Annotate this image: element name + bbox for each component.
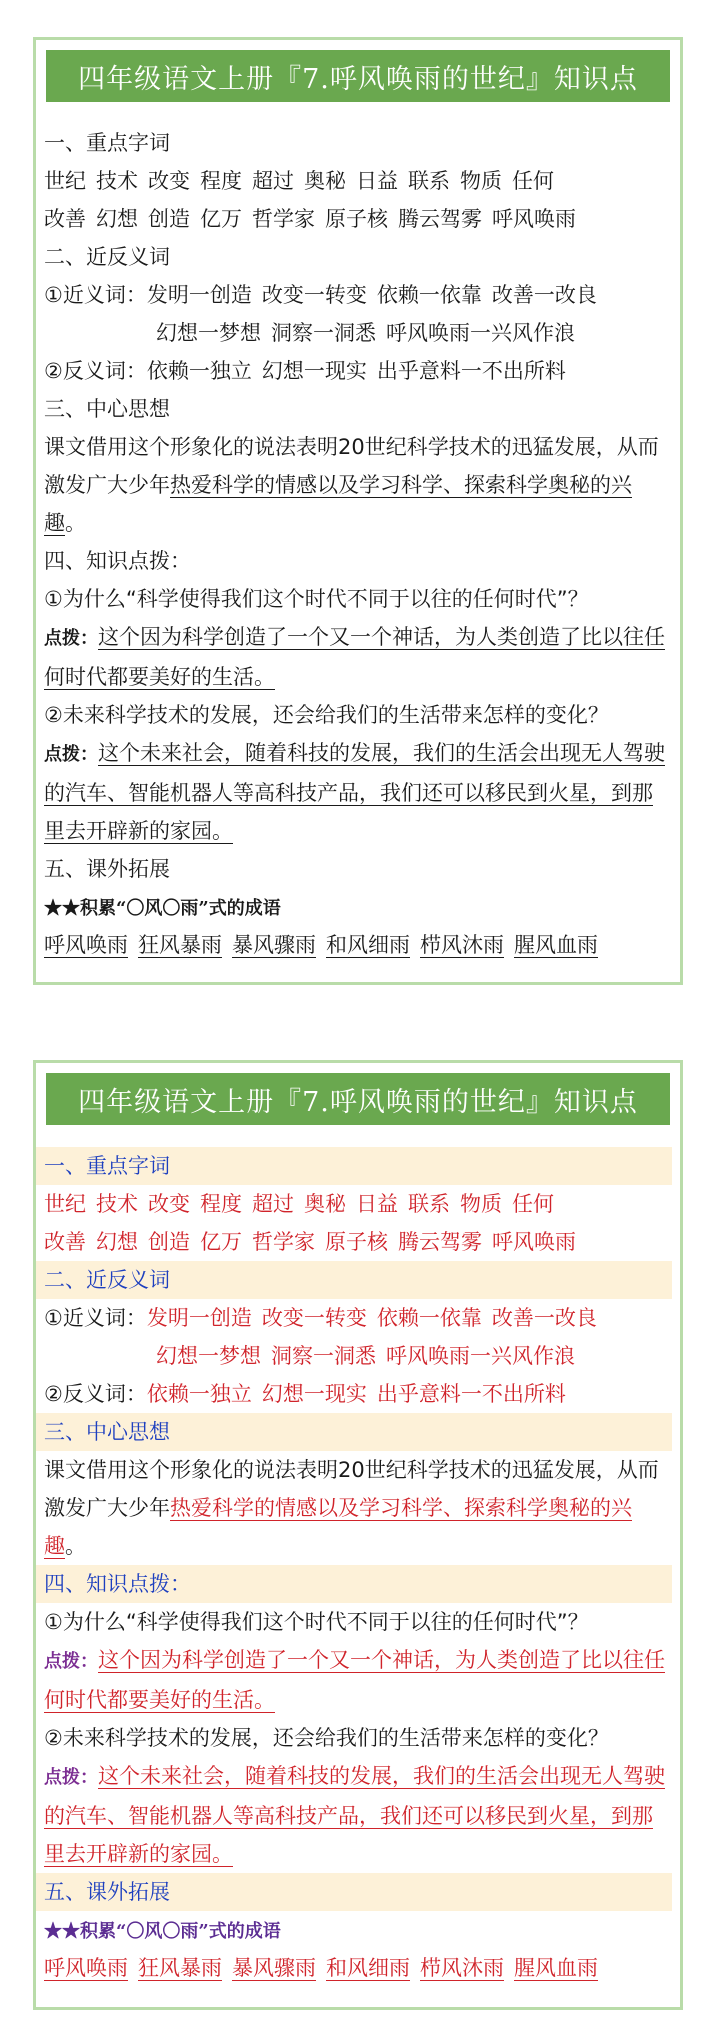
idiom: 呼风唤雨 xyxy=(44,1956,128,1980)
word-pair: 洞察一洞悉 xyxy=(271,1344,376,1368)
idiom: 暴风骤雨 xyxy=(232,933,316,957)
word: 世纪 xyxy=(44,169,86,193)
word: 哲学家 xyxy=(252,207,315,231)
word: 改善 xyxy=(44,1230,86,1254)
tip-label: 点拨： xyxy=(44,1767,98,1788)
idiom: 和风细雨 xyxy=(326,933,410,957)
word: 奥秘 xyxy=(304,169,346,193)
word: 日益 xyxy=(356,169,398,193)
answer-1 xyxy=(36,618,680,696)
word: 世纪 xyxy=(44,1192,86,1216)
word: 腾云驾雾 xyxy=(398,207,482,231)
word: 改变 xyxy=(148,1192,190,1216)
synonym-row-2 xyxy=(36,314,680,352)
word: 技术 xyxy=(96,1192,138,1216)
question-1: ①为什么“科学使得我们这个时代不同于以往的任何时代”？ xyxy=(44,587,589,611)
answer-text: 这个因为科学创造了一个又一个神话，为人类创造了比以往任何时代都要美好的生活。 xyxy=(44,1648,665,1712)
word-pair: 依赖一独立 xyxy=(146,359,252,383)
word: 程度 xyxy=(200,169,242,193)
answer-2 xyxy=(36,1757,680,1873)
section-heading: 五、课外拓展 xyxy=(36,1873,672,1911)
theme-paragraph xyxy=(36,428,680,542)
word: 呼风唤雨 xyxy=(492,1230,576,1254)
word-pair: 改变一转变 xyxy=(261,1306,367,1330)
antonym-label: ②反义词： xyxy=(44,1382,147,1406)
word: 物质 xyxy=(460,169,502,193)
word-pair: 依赖一独立 xyxy=(146,1382,252,1406)
tip-label: 点拨： xyxy=(44,1651,98,1672)
word: 超过 xyxy=(252,169,294,193)
word: 任何 xyxy=(512,1192,554,1216)
synonym-label: ①近义词： xyxy=(44,1306,147,1330)
word: 改善 xyxy=(44,207,86,231)
theme-highlight: 热爱科学的情感以及学习科学、探索科学奥秘的兴趣 xyxy=(44,473,632,535)
word-row-2 xyxy=(36,1223,680,1261)
idiom-heading-text: 积累“〇风〇雨”式的成语 xyxy=(80,1921,281,1942)
word: 哲学家 xyxy=(252,1230,315,1254)
section-heading: 二、近反义词 xyxy=(44,245,170,269)
word-row-1 xyxy=(36,162,680,200)
answer-text: 这个未来社会，随着科技的发展，我们的生活会出现无人驾驶的汽车、智能机器人等高科技产品，我们还可以移民到火星，到那里去开辟新的家园。 xyxy=(44,1764,665,1866)
answer-text: 这个未来社会，随着科技的发展，我们的生活会出现无人驾驶的汽车、智能机器人等高科技产品，我们还可以移民到火星，到那里去开辟新的家园。 xyxy=(44,741,665,843)
theme-text: 课文借用这个形象化的说法表明20世纪科学技术的迅猛发展，从而激发广大少年 xyxy=(44,435,659,497)
section-heading: 四、知识点拨： xyxy=(36,1565,672,1603)
word-pair: 发明一创造 xyxy=(146,283,252,307)
synonym-row-2 xyxy=(36,1337,680,1375)
word-pair: 洞察一洞悉 xyxy=(271,321,376,345)
star-icon: ★★ xyxy=(44,1921,80,1942)
plain-card xyxy=(33,37,683,985)
answer-2 xyxy=(36,734,680,850)
question-1: ①为什么“科学使得我们这个时代不同于以往的任何时代”？ xyxy=(44,1610,589,1634)
word-pair: 幻想一现实 xyxy=(261,1382,367,1406)
theme-end: 。 xyxy=(65,1534,86,1558)
star-icon: ★★ xyxy=(44,898,80,919)
question-2: ②未来科学技术的发展，还会给我们的生活带来怎样的变化？ xyxy=(44,1726,609,1750)
word-pair: 幻想一梦想 xyxy=(156,1344,261,1368)
antonym-row xyxy=(36,1375,680,1413)
word-pair: 幻想一现实 xyxy=(261,359,367,383)
word-pair: 呼风唤雨一兴风作浪 xyxy=(386,321,575,345)
word-pair: 依赖一依靠 xyxy=(376,283,482,307)
word: 幻想 xyxy=(96,207,138,231)
antonym-label: ②反义词： xyxy=(44,359,147,383)
word-pair: 改善一改良 xyxy=(491,283,597,307)
word: 物质 xyxy=(460,1192,502,1216)
colored-card xyxy=(33,1060,683,2010)
word: 创造 xyxy=(148,207,190,231)
word-pair: 改变一转变 xyxy=(261,283,367,307)
word: 亿万 xyxy=(200,207,242,231)
word-pair: 改善一改良 xyxy=(491,1306,597,1330)
word: 亿万 xyxy=(200,1230,242,1254)
word-pair: 依赖一依靠 xyxy=(376,1306,482,1330)
theme-end: 。 xyxy=(65,511,86,535)
card-title: 四年级语文上册『7.呼风唤雨的世纪』知识点 xyxy=(46,1073,670,1125)
word: 日益 xyxy=(356,1192,398,1216)
word: 联系 xyxy=(408,169,450,193)
word: 幻想 xyxy=(96,1230,138,1254)
word: 程度 xyxy=(200,1192,242,1216)
section-heading: 五、课外拓展 xyxy=(44,857,170,881)
question-2: ②未来科学技术的发展，还会给我们的生活带来怎样的变化？ xyxy=(44,703,609,727)
theme-text: 课文借用这个形象化的说法表明20世纪科学技术的迅猛发展，从而激发广大少年 xyxy=(44,1458,659,1520)
idiom-row xyxy=(36,1949,680,1987)
word: 呼风唤雨 xyxy=(492,207,576,231)
idiom: 栉风沐雨 xyxy=(420,933,504,957)
synonym-label: ①近义词： xyxy=(44,283,147,307)
idiom-heading xyxy=(36,1911,680,1949)
antonym-row xyxy=(36,352,680,390)
word: 技术 xyxy=(96,169,138,193)
idiom: 腥风血雨 xyxy=(514,1956,598,1980)
tip-label: 点拨： xyxy=(44,744,98,765)
word-pair: 呼风唤雨一兴风作浪 xyxy=(386,1344,575,1368)
answer-text: 这个因为科学创造了一个又一个神话，为人类创造了比以往任何时代都要美好的生活。 xyxy=(44,625,665,689)
word-pair: 发明一创造 xyxy=(146,1306,252,1330)
idiom-row xyxy=(36,926,680,964)
word: 改变 xyxy=(148,169,190,193)
section-heading: 三、中心思想 xyxy=(36,1413,672,1451)
card-title: 四年级语文上册『7.呼风唤雨的世纪』知识点 xyxy=(46,50,670,102)
word: 腾云驾雾 xyxy=(398,1230,482,1254)
word: 原子核 xyxy=(325,207,388,231)
synonym-row xyxy=(36,1299,680,1337)
word-row-2 xyxy=(36,200,680,238)
word: 创造 xyxy=(148,1230,190,1254)
idiom: 腥风血雨 xyxy=(514,933,598,957)
section-heading: 一、重点字词 xyxy=(36,1147,672,1185)
section-heading: 三、中心思想 xyxy=(44,397,170,421)
idiom: 和风细雨 xyxy=(326,1956,410,1980)
idiom-heading xyxy=(36,888,680,926)
section-heading: 二、近反义词 xyxy=(36,1261,672,1299)
idiom: 狂风暴雨 xyxy=(138,1956,222,1980)
word-pair: 出乎意料一不出所料 xyxy=(376,1382,566,1406)
word: 超过 xyxy=(252,1192,294,1216)
idiom: 呼风唤雨 xyxy=(44,933,128,957)
answer-1 xyxy=(36,1641,680,1719)
theme-highlight: 热爱科学的情感以及学习科学、探索科学奥秘的兴趣 xyxy=(44,1496,632,1558)
word: 奥秘 xyxy=(304,1192,346,1216)
idiom: 暴风骤雨 xyxy=(232,1956,316,1980)
section-heading: 一、重点字词 xyxy=(44,131,170,155)
word: 联系 xyxy=(408,1192,450,1216)
word-pair: 出乎意料一不出所料 xyxy=(376,359,566,383)
theme-paragraph xyxy=(36,1451,680,1565)
synonym-row xyxy=(36,276,680,314)
idiom-heading-text: 积累“〇风〇雨”式的成语 xyxy=(80,898,281,919)
word: 任何 xyxy=(512,169,554,193)
word: 原子核 xyxy=(325,1230,388,1254)
word-pair: 幻想一梦想 xyxy=(156,321,261,345)
tip-label: 点拨： xyxy=(44,628,98,649)
section-heading: 四、知识点拨： xyxy=(44,549,191,573)
idiom: 狂风暴雨 xyxy=(138,933,222,957)
idiom: 栉风沐雨 xyxy=(420,1956,504,1980)
word-row-1 xyxy=(36,1185,680,1223)
